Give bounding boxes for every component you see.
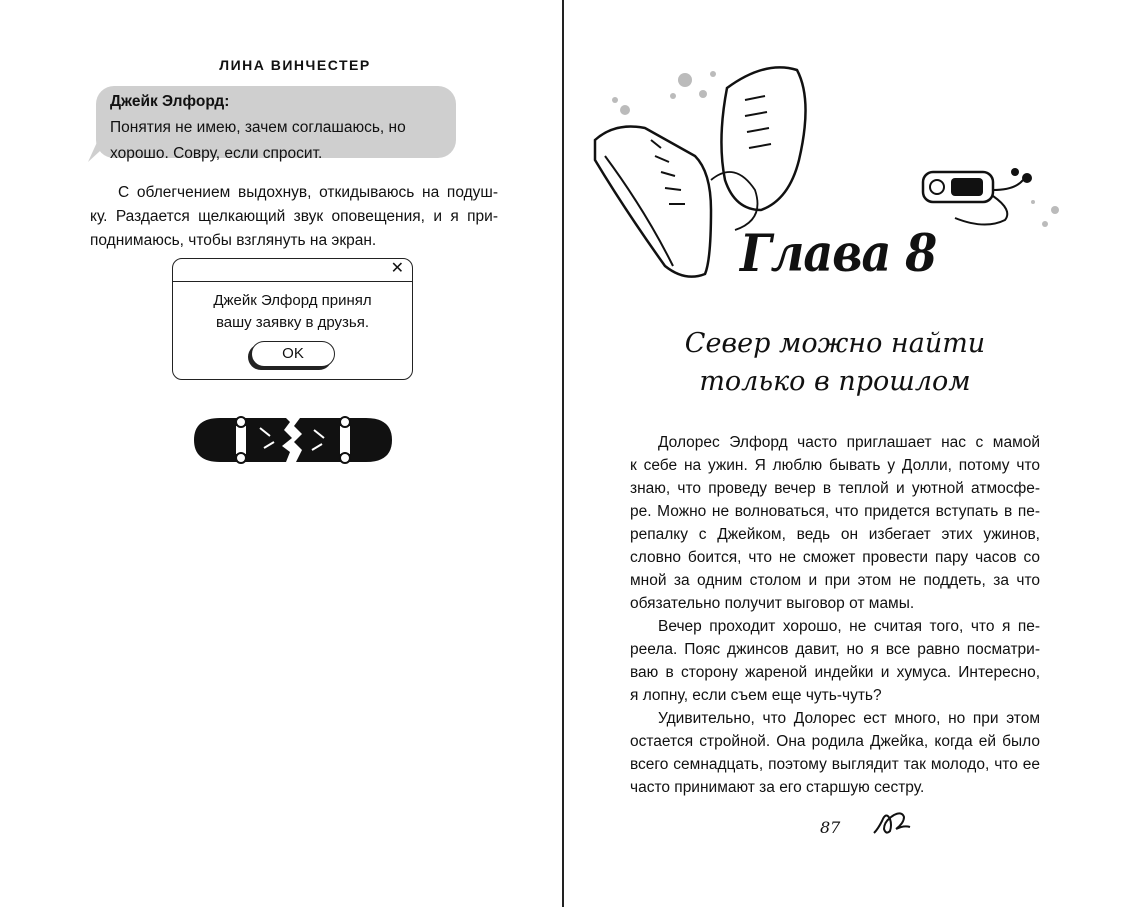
page-gutter (562, 0, 564, 907)
text-line: всего семнадцать, поэтому выглядит так молодо, что ее (630, 756, 1040, 773)
text-line: поднимаюсь, чтобы взглянуть на экран. (90, 232, 377, 249)
text-line: обязательно получит выговор от мамы. (630, 595, 915, 612)
chat-sender: Джейк Элфорд: (110, 93, 230, 110)
dialog-message-line: вашу заявку в друзья. (215, 314, 370, 331)
chapter-title: Глава 8 (740, 222, 937, 284)
dialog-titlebar (173, 259, 412, 282)
text-line: я лопну, если съем еще чуть-чуть? (630, 687, 882, 704)
text-line: Долорес Элфорд часто приглашает нас с мамой (658, 434, 1040, 451)
running-head: ЛИНА ВИНЧЕСТЕР (219, 57, 371, 73)
dialog-message-line: Джейк Элфорд принял (213, 292, 372, 309)
close-icon[interactable]: ✕ (390, 260, 404, 277)
chat-message-line: Понятия не имею, зачем соглашаюсь, но (110, 119, 406, 136)
dialog-message (173, 290, 412, 334)
text-line: Вечер проходит хорошо, не считая того, что я пе- (658, 618, 1040, 635)
chat-message-line: хорошо. Совру, если спросит. (110, 145, 323, 162)
text-line: ку. Раздается щелкающий звук оповещения, и я при- (90, 208, 498, 225)
text-line: к себе на ужин. Я люблю бывать у Долли, потому что (630, 457, 1040, 474)
text-line: ре. Можно не волноваться, что придется вступать в пе- (630, 503, 1040, 520)
chapter-subtitle (640, 325, 1030, 401)
chapter-body (630, 431, 1040, 799)
text-line: словно боится, что не сможет провести пару часов со (630, 549, 1040, 566)
chapter-subtitle-line: только в прошлом (699, 366, 971, 397)
text-line: Удивительно, что Долорес ест много, но при этом (658, 710, 1040, 727)
left-paragraph (90, 181, 498, 253)
text-line: мной за одним столом и при этом не поддеть, за что (630, 572, 1040, 589)
text-line: реела. Пояс джинсов давит, но я все равно посматри- (630, 641, 1040, 658)
text-line: С облегчением выдохнув, откидываюсь на подуш- (118, 184, 498, 201)
text-line: репалку с Джейком, ведь он избегает этих ужинов, (630, 526, 1040, 543)
chapter-subtitle-line: Север можно найти (684, 328, 986, 359)
text-line: знаю, что проведу вечер в теплой и уютной атмосфе- (630, 480, 1040, 497)
friend-request-dialog (172, 258, 413, 380)
text-line: остается стройной. Она родила Джейка, когда ей было (630, 733, 1040, 750)
broken-skateboard-illustration (190, 408, 396, 472)
text-line: ваю в сторону жареной индейки и хумуса. Интересно, (630, 664, 1040, 681)
ok-button[interactable]: OK (251, 341, 335, 367)
text-line: часто принимают за его старшую сестру. (630, 779, 925, 796)
heart-ornament-icon (870, 807, 914, 837)
chat-bubble (96, 86, 456, 162)
page-number: 87 (820, 818, 841, 837)
